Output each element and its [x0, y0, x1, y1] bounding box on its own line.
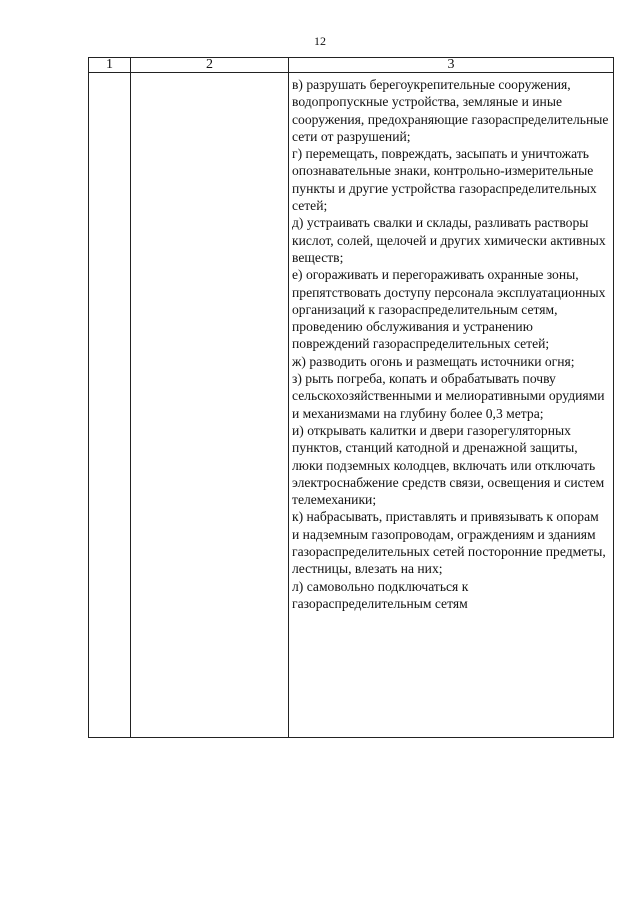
list-item: в) разрушать берегоукрепительные сооружения, водопропускные устройства, земляные и иные сооружения, предохраняющие газораспределительные сети от разрушений;: [292, 77, 609, 144]
list-item: г) перемещать, повреждать, засыпать и уничтожать опознавательные знаки, контрольно-измерительные пункты и другие устройства газораспределительных сетей;: [292, 146, 597, 214]
column-header-2: 2: [131, 58, 289, 73]
table-cell-column-1: [89, 73, 131, 738]
page-number: 12: [314, 34, 326, 48]
list-item: е) огораживать и перегораживать охранные зоны, препятствовать доступу персонала эксплуатационных организаций к газораспределительным сетям, проведению обслуживания и устранению повреждений газораспределительных сетей;: [292, 267, 606, 352]
list-item: з) рыть погреба, копать и обрабатывать почву сельскохозяйственными и мелиоративными орудиями и механизмами на глубину более 0,3 метра;: [292, 371, 605, 421]
list-item: д) устраивать свалки и склады, разливать растворы кислот, солей, щелочей и других химически активных веществ;: [292, 215, 606, 265]
column-header-1: 1: [89, 58, 131, 73]
table-header-row: [89, 58, 614, 73]
list-item: л) самовольно подключаться к газораспределительным сетям: [292, 578, 469, 611]
list-item: к) набрасывать, приставлять и привязывать к опорам и надземным газопроводам, ограждениям и зданиям газораспределительных сетей посторонние предметы, лестницы, влезать на них;: [292, 509, 606, 577]
table-row: [89, 73, 614, 738]
table-cell-column-3: [289, 73, 614, 738]
list-item: и) открывать калитки и двери газорегуляторных пунктов, станций катодной и дренажной защиты, люки подземных колодцев, включать или отключать электроснабжение средств связи, освещения и систем телемеханики;: [292, 422, 605, 508]
list-item: ж) разводить огонь и размещать источники огня;: [292, 353, 575, 369]
document-table: [88, 57, 614, 738]
column-header-3: 3: [289, 58, 614, 73]
table-cell-column-2: [131, 73, 289, 738]
